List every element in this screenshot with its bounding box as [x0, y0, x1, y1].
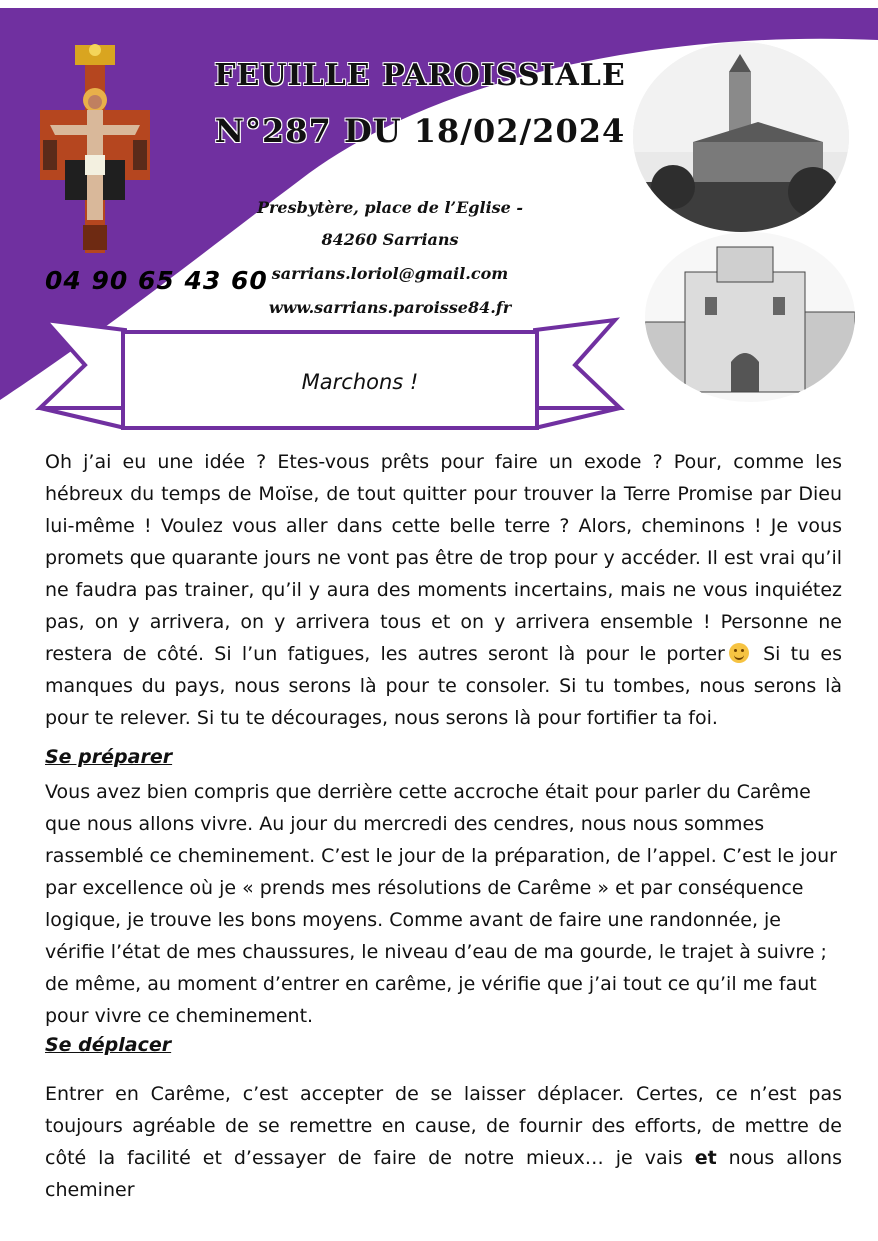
- website-link[interactable]: www.sarrians.paroisse84.fr: [268, 298, 512, 317]
- banner-title: Marchons !: [301, 370, 419, 394]
- intro-paragraph: [45, 446, 842, 734]
- email-link[interactable]: sarrians.loriol@gmail.com: [271, 264, 509, 283]
- paragraph-deplacer: [45, 1078, 842, 1206]
- paragraph-deplacer-text: Entrer en Carême, c’est accepter de se laisser déplacer. Certes, ce n’est pas toujours agréable de se remettre en cause, de fournir des efforts, de mettre de côté la facilité et d’essayer de faire de notre mieux… je vais: [45, 1083, 842, 1169]
- church-photo: [633, 42, 849, 232]
- bulletin-title: FEUILLE PAROISSIALE: [214, 58, 626, 93]
- intro-text: Oh j’ai eu une idée ? Etes-vous prêts pour faire un exode ? Pour, comme les hébreux du temps de Moïse, de tout quitter pour trouver la Terre Promise par Dieu lui-même ! Voulez vous aller dans cette belle terre ? Alors, cheminons ! Je vous promets que quarante jours ne vont pas être de trop pour y accéder. Il est vrai qu’il ne faudra pas trainer, qu’il y aura des moments incertains, mais ne vous inquiétez pas, on y arrivera, on y arrivera tous et on y arrivera ensemble ! Personne ne restera de côté. Si l’un fatigues, les autres seront là pour le porter: [45, 451, 842, 665]
- bulletin-number-date: N°287 DU 18/02/2024: [214, 112, 626, 150]
- intro-text-end: Si tu es manques du pays, nous serons là pour te consoler. Si tu tombes, nous serons là pour te relever. Si tu te décourages, nous serons là pour fortifier ta foi.: [45, 643, 842, 729]
- phone-number: 04 90 65 43 60: [45, 266, 268, 295]
- smiling-face-icon: [729, 643, 749, 663]
- address-line: Presbytère, place de l’Eglise -: [256, 198, 524, 217]
- paragraph-deplacer-end: nous allons cheminer: [45, 1147, 842, 1201]
- crucifix-image: [35, 40, 155, 255]
- emphasis-et: et: [694, 1147, 717, 1169]
- church-drawing: [645, 232, 855, 402]
- paragraph-preparer: Vous avez bien compris que derrière cette accroche était pour parler du Carême que nous allons vivre. Au jour du mercredi des cendres, nous nous sommes rassemblé ce cheminement. C’est le jour de la préparation, de l’appel. C’est le jour par excellence où je « prends mes résolutions de Carême » et par conséquence logique, je trouve les bons moyens. Comme avant de faire une randonnée, je vérifie l’état de mes chaussures, le niveau d’eau de ma gourde, le trajet à suivre ; de même, au moment d’entrer en carême, je vérifie que j’ai tout ce qu’il me faut pour vivre ce cheminement.: [45, 781, 837, 1027]
- section-heading-deplacer: Se déplacer: [45, 1034, 172, 1056]
- section-heading-preparer: Se préparer: [45, 746, 173, 768]
- postal-code-city: 84260 Sarrians: [321, 230, 459, 249]
